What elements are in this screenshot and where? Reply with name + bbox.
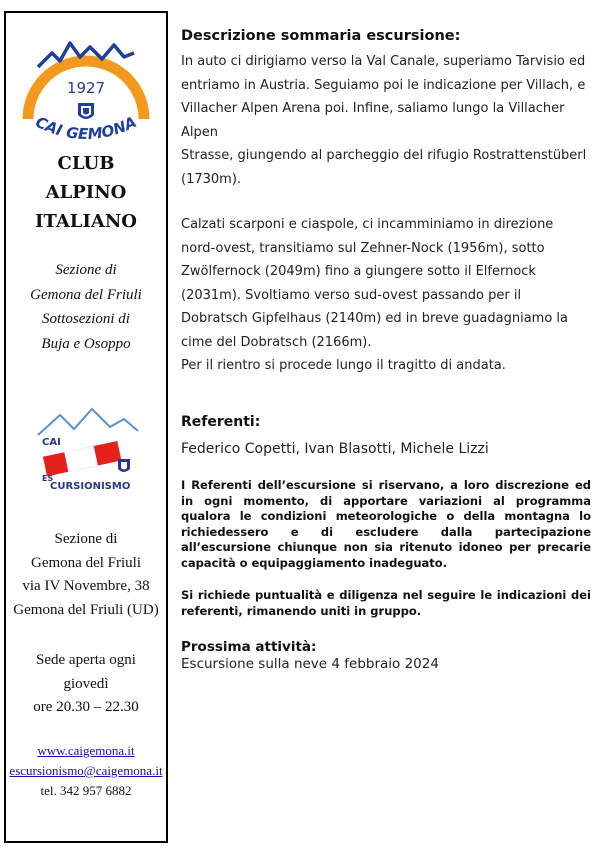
text-line: Strasse, giungendo al parcheggio del rifugio Rostrattenstüberl [181, 148, 587, 163]
punctuality-note: Si richiede puntualità e diligenza nel seguire le indicazioni dei referenti, rimanendo uniti in gruppo. [181, 588, 591, 618]
club-title [6, 149, 166, 236]
address-line: Sezione di [54, 531, 118, 547]
club-line: ITALIANO [35, 211, 137, 232]
text-line: Per il rientro si procede lungo il tragitto di andata. [181, 358, 506, 373]
section-line: Gemona del Friuli [30, 286, 142, 303]
text-line: (2031m). Svoltiamo verso sud-ovest passando per il [181, 287, 522, 303]
cai-emblem-icon [78, 103, 94, 119]
logo-text: CAI GEMONA [32, 112, 140, 144]
escur-side-letters: ES [42, 474, 54, 483]
text-line: cime del Dobratsch (2166m). [181, 334, 372, 350]
text-line: Dobratsch Gipfelhaus (2140m) ed in breve guadagniamo la [181, 311, 568, 326]
logo-year: 1927 [66, 79, 106, 97]
main-content [181, 28, 591, 673]
opening-hours [6, 649, 166, 720]
address-line: Gemona del Friuli [31, 554, 141, 571]
next-activity: Escursione sulla neve 4 febbraio 2024 [181, 656, 439, 672]
hours-line: Sede aperta ogni [36, 652, 136, 668]
phone-number: tel. 342 957 6882 [40, 783, 132, 798]
description-paragraph-2 [181, 213, 591, 378]
referenti-names: Federico Copetti, Ivan Blasotti, Michele Lizzi [181, 440, 489, 457]
address-line: via IV Novembre, 38 [22, 578, 150, 594]
cai-escursionismo-logo [30, 401, 144, 499]
sidebar [4, 11, 168, 843]
text-line: Villacher Alpen Arena poi. Infine, saliamo lungo la Villacher Alpen [181, 101, 565, 140]
address [6, 528, 166, 622]
hours-line: giovedì [63, 675, 109, 692]
hours-line: ore 20.30 – 22.30 [33, 699, 139, 715]
website-link[interactable]: www.caigemona.it [37, 743, 135, 758]
email-link[interactable]: escursionismo@caigemona.it [9, 763, 163, 778]
section-line: Sezione di [55, 262, 117, 278]
cai-gemona-logo [16, 23, 156, 145]
escur-bottom-text: CURSIONISMO [50, 481, 131, 492]
text-line: entriamo in Austria. Seguiamo poi le indicazione per Villach, e [181, 77, 586, 93]
text-line: Zwölfernock (2049m) fino a giungere sotto il Elfernock [181, 264, 536, 279]
description-heading: Descrizione sommaria escursione: [181, 28, 461, 44]
address-line: Gemona del Friuli (UD) [13, 601, 159, 618]
cai-emblem-icon [118, 459, 130, 472]
contacts [6, 741, 166, 801]
text-line: (1730m). [181, 171, 242, 187]
mountain-icon [38, 409, 138, 435]
section-info [6, 258, 166, 356]
referenti-heading: Referenti: [181, 413, 261, 430]
section-line: Sottosezioni di [42, 311, 130, 327]
club-line: CLUB [57, 153, 115, 174]
escur-cai-text: CAI [42, 437, 61, 448]
description-paragraph-1 [181, 50, 591, 191]
club-line: ALPINO [45, 182, 127, 203]
text-line: Calzati scarponi e ciaspole, ci incamminiamo in direzione [181, 217, 554, 232]
text-line: nord-ovest, transitiamo sul Zehner-Nock (1956m), sotto [181, 240, 545, 256]
section-line: Buja e Osoppo [41, 335, 131, 352]
disclaimer-text: I Referenti dell’escursione si riservano, a loro discrezione ed in ogni momento, di apportare variazioni al programma qualora le condizioni meteorologiche o della montagna lo richiedessero e di escludere dalla partecipazione all’escursione chiunque non sia ritenuto idoneo per precarie capacità o equipaggiamento inadeguato. [181, 478, 591, 570]
text-line: In auto ci dirigiamo verso la Val Canale, superiamo Tarvisio ed [181, 54, 586, 69]
next-activity-heading: Prossima attività: [181, 639, 317, 655]
